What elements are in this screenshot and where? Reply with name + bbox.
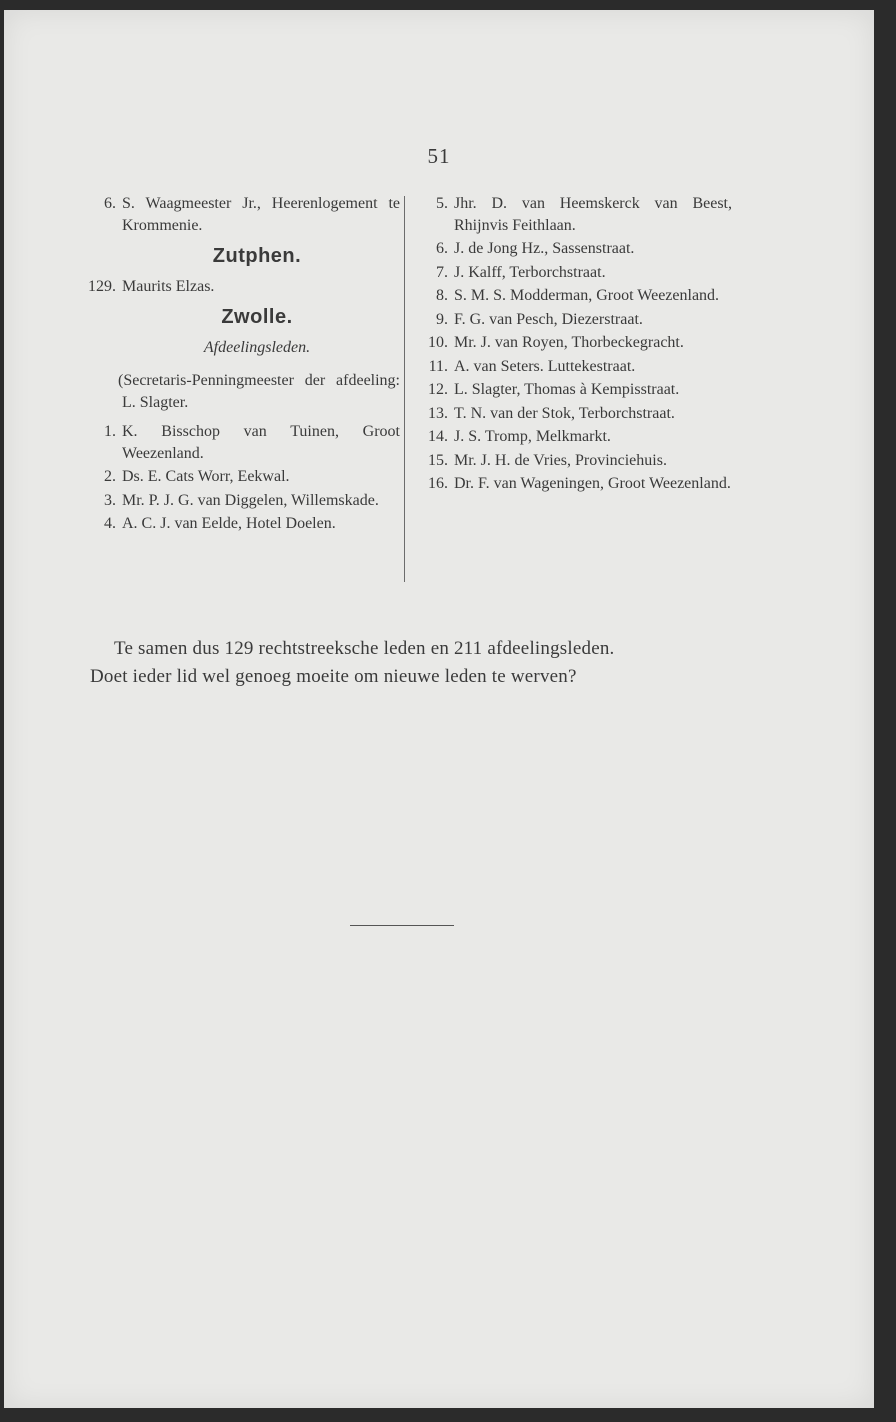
item-text: J. de Jong Hz., Sassenstraat. [454,240,635,257]
item-text: F. G. van Pesch, Diezerstraat. [454,310,643,328]
item-number: 15. [428,451,448,469]
summary-line-1: Te samen dus 129 rechtstreeksche leden en 211 afdeelingsleden. [114,638,615,659]
list-item [416,238,732,260]
list-item [416,426,732,448]
item-text: Mr. P. J. G. van Diggelen, Willemskade. [122,491,379,509]
list-item [84,193,400,236]
heading-zwolle: Zwolle. [221,306,293,328]
item-text: S. Waagmeester Jr., Heerenlogement te Krommenie. [122,195,400,234]
list-item [416,450,732,472]
item-text: L. Slagter, Thomas à Kempisstraat. [454,381,680,398]
item-number: 2. [104,468,116,485]
page-number: 51 [427,144,451,168]
item-number: 3. [104,491,116,509]
list-item [416,356,732,378]
list-item [84,513,400,535]
item-text: S. M. S. Modderman, Groot Weezenland. [454,287,720,304]
list-item [84,276,400,298]
item-text: T. N. van der Stok, Terborchstraat. [454,404,675,422]
item-text: A. C. J. van Eelde, Hotel Doelen. [122,515,336,532]
item-number: 13. [428,404,448,422]
item-number: 129. [88,277,116,295]
item-number: 6. [436,240,448,257]
list-item [416,285,732,307]
item-text: A. van Seters. Luttekestraat. [454,357,636,375]
column-divider [404,196,405,582]
item-number: 6. [104,195,116,212]
list-item [84,490,400,512]
list-item [416,193,732,236]
item-text: Ds. E. Cats Worr, Eekwal. [122,468,290,485]
item-number: 5. [436,195,448,212]
item-number: 11. [428,357,448,375]
item-number: 14. [428,428,448,445]
item-number: 9. [436,310,448,328]
list-item [84,421,400,464]
heading-zutphen: Zutphen. [212,245,302,267]
subheading-afdeelingsleden: Afdeelingsleden. [203,338,311,356]
item-text: Mr. J. van Royen, Thorbeckegracht. [454,334,684,351]
item-number: 7. [436,263,448,281]
right-column [416,193,732,497]
item-number: 16. [428,475,448,492]
item-number: 10. [428,334,448,351]
right-list [416,193,732,495]
list-item [416,379,732,401]
item-text: K. Bisschop van Tuinen, Groot Weezenland. [122,423,400,462]
list-item [84,466,400,488]
list-item [416,309,732,331]
list-item [416,332,732,354]
item-number: 1. [104,423,116,440]
item-text: J. S. Tromp, Melkmarkt. [454,428,611,445]
left-top-list [84,193,400,236]
item-number: 8. [436,287,448,304]
item-text: Mr. J. H. de Vries, Provinciehuis. [454,451,667,469]
left-mid-list [84,276,400,298]
document-page [4,10,874,1408]
list-item [416,473,732,495]
summary-line-2: Doet ieder lid wel genoeg moeite om nieuwe leden te werven? [90,666,577,687]
item-number: 12. [428,381,448,398]
left-column [84,193,400,537]
item-text: Dr. F. van Wageningen, Groot Weezenland. [454,475,731,492]
item-number: 4. [104,515,116,532]
left-bottom-list [84,421,400,535]
list-item [416,403,732,425]
item-text: Maurits Elzas. [122,277,215,295]
summary-text [90,635,730,691]
secretary-note: (Secretaris-Penningmeester der afdeeling: L. Slagter. [118,372,400,411]
closing-rule [350,925,454,926]
list-item [416,262,732,284]
item-text: Jhr. D. van Heemskerck van Beest, Rhijnvis Feithlaan. [454,195,732,234]
item-text: J. Kalff, Terborchstraat. [454,263,606,281]
